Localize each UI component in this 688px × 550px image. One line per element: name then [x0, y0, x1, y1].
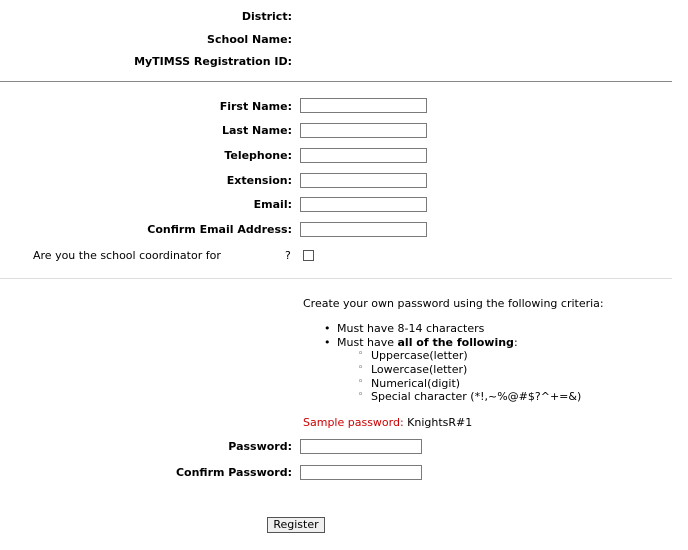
- sub-bullet-icon: ◦: [358, 390, 364, 400]
- extension-input[interactable]: [300, 173, 427, 188]
- sub-bullet-icon: ◦: [358, 363, 364, 373]
- sample-password: [303, 416, 472, 429]
- section-divider-2: [0, 278, 672, 279]
- rule-all-bold: all of the following: [397, 336, 514, 349]
- sub-rule-special: Special character (*!,~%@#$?^+=&): [371, 390, 582, 403]
- email-label: Email:: [253, 198, 292, 211]
- bullet-icon: •: [324, 336, 331, 349]
- email-input[interactable]: [300, 197, 427, 212]
- criteria-intro: Create your own password using the following criteria:: [303, 297, 604, 310]
- sub-rule-lowercase: Lowercase(letter): [371, 363, 468, 376]
- last-name-label: Last Name:: [221, 124, 292, 137]
- rule-all-of-following: [337, 336, 518, 349]
- confirm-password-label: Confirm Password:: [175, 466, 292, 479]
- rule-all-suffix: :: [513, 336, 518, 349]
- confirm-password-input[interactable]: [300, 465, 422, 480]
- password-input[interactable]: [300, 439, 422, 454]
- sample-password-label: Sample password:: [303, 416, 404, 429]
- sub-bullet-icon: ◦: [358, 377, 364, 387]
- school-name-label: School Name:: [207, 33, 292, 46]
- sub-bullet-icon: ◦: [358, 349, 364, 359]
- rule-length: Must have 8-14 characters: [337, 322, 485, 335]
- bullet-icon: •: [324, 322, 331, 335]
- coordinator-question-mark: ?: [285, 249, 291, 262]
- first-name-label: First Name:: [219, 100, 292, 113]
- first-name-input[interactable]: [300, 98, 427, 113]
- coordinator-checkbox[interactable]: [303, 250, 314, 261]
- extension-label: Extension:: [226, 174, 292, 187]
- telephone-input[interactable]: [300, 148, 427, 163]
- coordinator-question: Are you the school coordinator for: [33, 249, 221, 262]
- sub-rule-numerical: Numerical(digit): [371, 377, 461, 390]
- register-button[interactable]: Register: [267, 517, 325, 533]
- password-label: Password:: [228, 440, 292, 453]
- sample-password-value: KnightsR#1: [407, 416, 473, 429]
- registration-id-label: MyTIMSS Registration ID:: [134, 55, 292, 68]
- sub-rule-uppercase: Uppercase(letter): [371, 349, 468, 362]
- telephone-label: Telephone:: [224, 149, 292, 162]
- confirm-email-label: Confirm Email Address:: [147, 223, 292, 236]
- district-label: District:: [241, 10, 292, 23]
- confirm-email-input[interactable]: [300, 222, 427, 237]
- section-divider: [0, 81, 672, 82]
- last-name-input[interactable]: [300, 123, 427, 138]
- rule-all-prefix: Must have: [337, 336, 398, 349]
